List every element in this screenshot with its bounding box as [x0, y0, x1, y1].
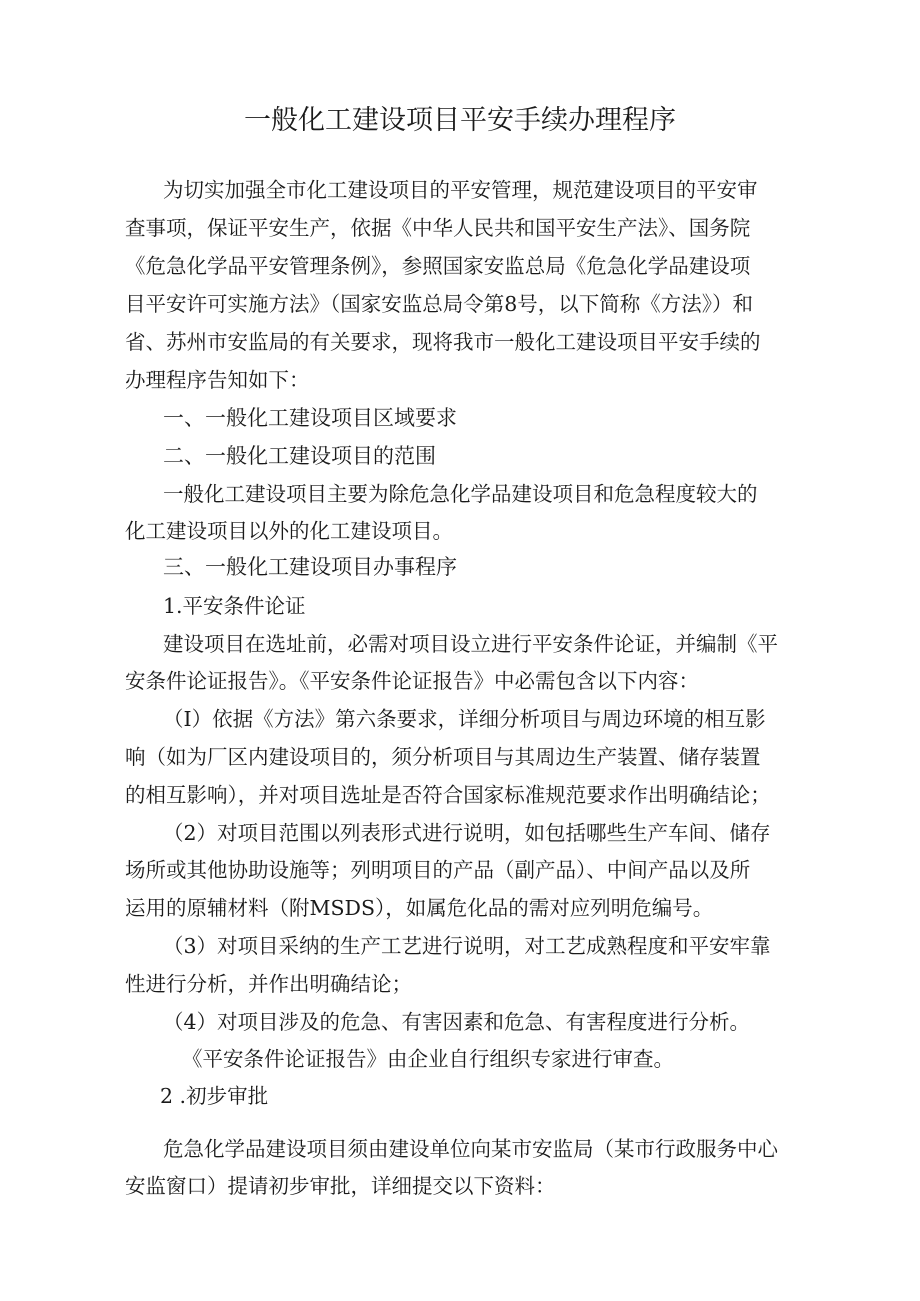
- intro-line: 查事项，保证平安生产，依据《中华人民共和国平安生产法》、国务院: [125, 216, 751, 240]
- list-item-line: 运用的原辅材料（附MSDS），如属危化品的需对应列明危编号。: [125, 896, 714, 920]
- list-item-line: 的相互影响），并对项目选址是否符合国家标准规范要求作出明确结论；: [125, 783, 771, 807]
- intro-line: 省、苏州市安监局的有关要求，现将我市一般化工建设项目平安手续的: [125, 330, 761, 354]
- list-item-line: （3）对项目采纳的生产工艺进行说明，对工艺成熟程度和平安牢靠: [163, 934, 771, 958]
- intro-line: 办理程序告知如下：: [125, 368, 310, 392]
- section-heading: 一、一般化工建设项目区域要求: [163, 406, 457, 430]
- subsection-heading: 2 .初步审批: [160, 1084, 269, 1108]
- list-item-line: 场所或其他协助设施等；列明项目的产品（副产品）、中间产品以及所: [125, 858, 751, 882]
- document-title: 一般化工建设项目平安手续办理程序: [244, 105, 676, 136]
- list-item-line: （2）对项目范围以列表形式进行说明，如包括哪些生产车间、储存: [163, 821, 771, 845]
- body-line: 一般化工建设项目主要为除危急化学品建设项目和危急程度较大的: [163, 482, 758, 506]
- body-line: 《平安条件论证报告》由企业自行组织专家进行审查。: [182, 1047, 674, 1071]
- body-line: 安条件论证报告》。《平安条件论证报告》中必需包含以下内容：: [125, 669, 699, 693]
- intro-line: 目平安许可实施方法》（国家安监总局令第8号，以下简称《方法》）和: [125, 292, 754, 316]
- section-heading: 二、一般化工建设项目的范围: [163, 444, 436, 468]
- body-line: 危急化学品建设项目须由建设单位向某市安监局（某市行政服务中心: [163, 1137, 778, 1161]
- list-item-line: （4）对项目涉及的危急、有害因素和危急、有害程度进行分析。: [163, 1010, 751, 1034]
- intro-line: 为切实加强全市化工建设项目的平安管理，规范建设项目的平安审: [163, 178, 758, 202]
- list-item-line: 响（如为厂区内建设项目的，须分析项目与其周边生产装置、储存装置: [125, 745, 761, 769]
- list-item-line: 性进行分析，并作出明确结论；: [125, 972, 412, 996]
- subsection-heading: 1.平安条件论证: [163, 594, 306, 618]
- body-line: 安监窗口）提请初步审批，详细提交以下资料：: [125, 1174, 556, 1198]
- body-line: 建设项目在选址前，必需对项目设立进行平安条件论证，并编制《平: [163, 632, 778, 656]
- intro-line: 《危急化学品平安管理条例》，参照国家安监总局《危急化学品建设项: [125, 254, 751, 278]
- section-heading: 三、一般化工建设项目办事程序: [163, 555, 457, 579]
- list-item-line: （I）依据《方法》第六条要求，详细分析项目与周边环境的相互影: [163, 707, 766, 731]
- body-line: 化工建设项目以外的化工建设项目。: [125, 519, 453, 543]
